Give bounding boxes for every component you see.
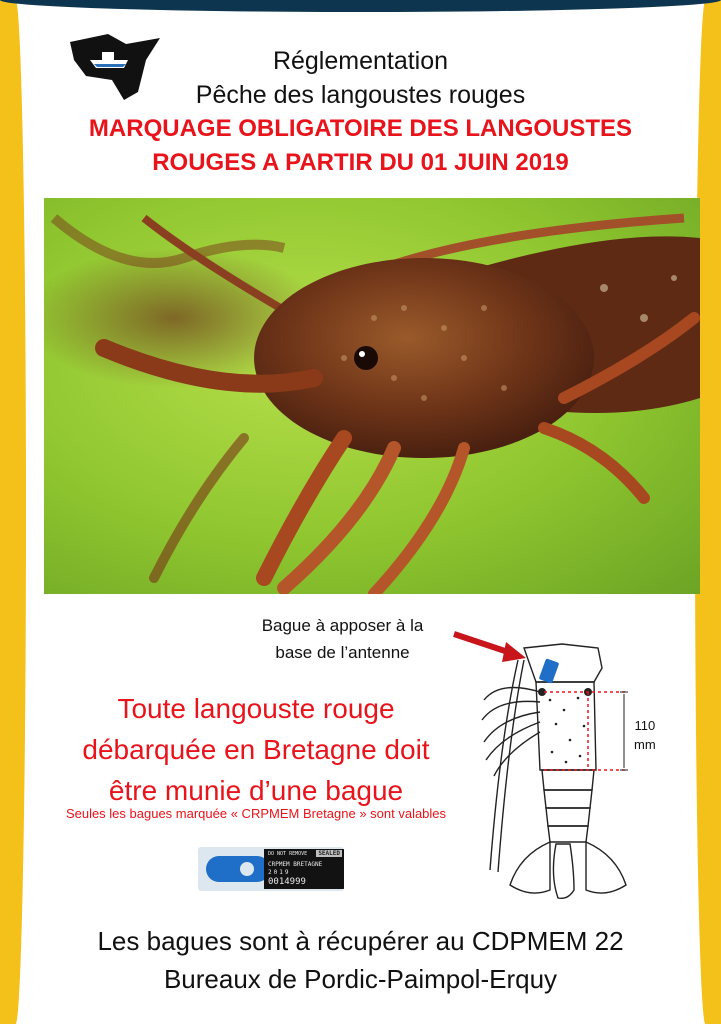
poster-header: [60, 44, 661, 180]
tag-label: [264, 849, 344, 889]
tag-note-line1: Bague à apposer à la: [261, 616, 424, 635]
lobster-tag-image: [198, 847, 344, 891]
pickup-line2: Bureaux de Pordic-Paimpol-Erquy: [163, 964, 558, 994]
tag-year: 2019: [268, 869, 291, 876]
carapace-measure: [634, 716, 656, 754]
alert-heading-line1: MARQUAGE OBLIGATOIRE DES LANGOUSTES: [88, 115, 633, 142]
pickup-info: [36, 922, 685, 998]
top-navy-band: [0, 0, 721, 12]
tag-strap: [206, 856, 270, 882]
main-message-line1: Toute langouste rouge: [117, 693, 395, 724]
measure-unit: mm: [634, 737, 656, 752]
poster-subtitle: Pêche des langoustes rouges: [195, 81, 526, 109]
lobster-illustration: [44, 198, 700, 594]
alert-heading-line2: ROUGES A PARTIR DU 01 JUIN 2019: [152, 149, 569, 176]
poster-title: Réglementation: [272, 47, 449, 75]
main-message: [36, 688, 476, 811]
tag-sealed-badge: SEALED: [318, 850, 340, 857]
tag-number: 0014999: [268, 877, 306, 887]
tag-hole: [240, 862, 254, 876]
tag-placement-note: [230, 612, 455, 666]
validity-note: Seules les bagues marquée « CRPMEM Bretagne » sont valables: [65, 806, 447, 821]
tag-brand: CRPMEM BRETAGNE: [268, 861, 323, 868]
pickup-line1: Les bagues sont à récupérer au CDPMEM 22: [97, 926, 624, 956]
tag-warning-text: DO NOT REMOVE: [268, 851, 308, 857]
red-spiny-lobster-photo: [44, 198, 700, 594]
tag-note-line2: base de l’antenne: [275, 643, 410, 662]
main-message-line3: être munie d’une bague: [108, 775, 404, 806]
lobster-diagram: [470, 640, 630, 902]
measure-value: 110: [634, 718, 656, 733]
main-message-line2: débarquée en Bretagne doit: [82, 734, 430, 765]
left-yellow-border: [0, 0, 26, 1024]
